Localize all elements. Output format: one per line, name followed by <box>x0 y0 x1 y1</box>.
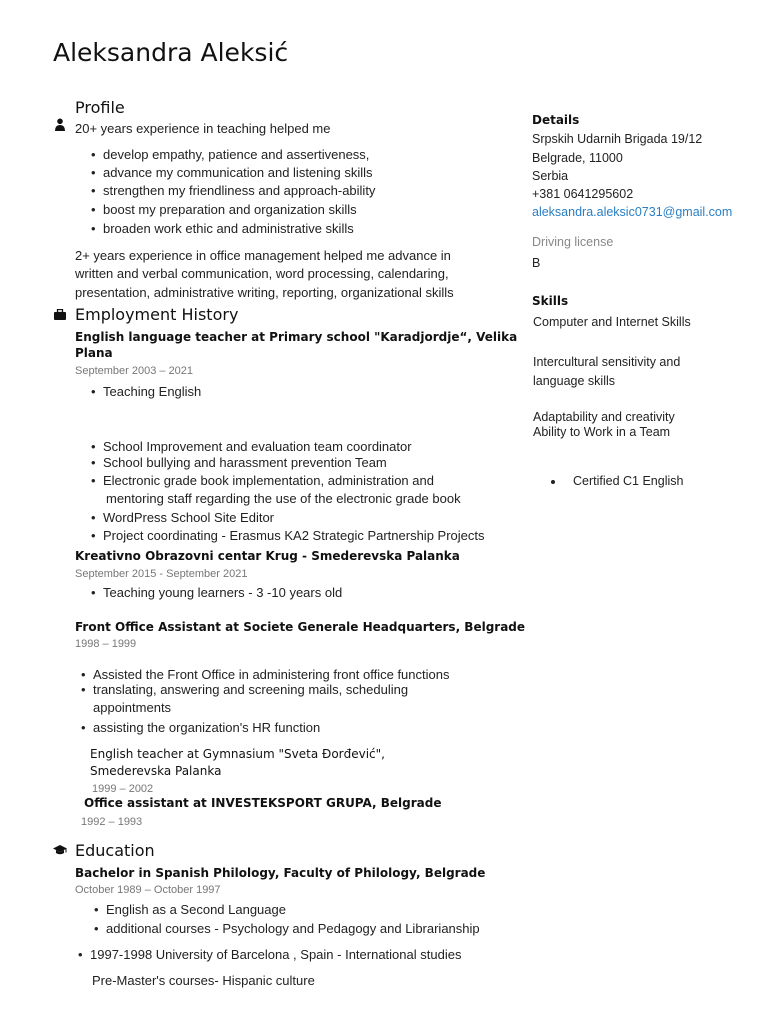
job-bullet: • Teaching young learners - 3 -10 years old <box>103 585 342 600</box>
driving-license-label: Driving license <box>532 235 614 249</box>
education-premaster: Pre-Master's courses- Hispanic culture <box>92 973 315 988</box>
email-link[interactable]: aleksandra.aleksic0731@gmail.com <box>532 205 733 219</box>
skills-heading: Skills <box>532 294 569 308</box>
resume-name: Aleksandra Aleksić <box>53 38 289 67</box>
job-bullet: • Teaching English <box>103 384 201 399</box>
job-title: Kreativno Obrazovni centar Krug - Smederevska Palanka <box>75 549 460 563</box>
driving-license-value: B <box>532 256 541 270</box>
job-bullet-continuation: mentoring staff regarding the use of the electronic grade book <box>106 491 461 506</box>
details-heading: Details <box>532 113 580 127</box>
skill-item: Computer and Internet Skills <box>533 315 691 329</box>
education-date: October 1989 – October 1997 <box>75 884 221 896</box>
job-title: Plana <box>75 346 113 360</box>
profile-bullet: • strengthen my friendliness and approach-ability <box>103 183 375 198</box>
address-line: Srpskih Udarnih Brigada 19/12 <box>532 132 703 146</box>
job-title: Smederevska Palanka <box>90 764 222 778</box>
skill-item: language skills <box>533 374 615 388</box>
job-bullet: • translating, answering and screening mails, scheduling <box>93 682 408 697</box>
briefcase-icon <box>54 309 66 320</box>
job-date: 1998 – 1999 <box>75 638 137 650</box>
certificate-bullet <box>551 480 555 484</box>
degree-title: Bachelor in Spanish Philology, Faculty of Philology, Belgrade <box>75 866 486 880</box>
education-bullet: • English as a Second Language <box>106 902 286 917</box>
person-icon <box>55 118 65 131</box>
education-heading: Education <box>75 841 155 860</box>
job-bullet: • assisting the organization's HR function <box>93 720 320 735</box>
profile-bullet: • develop empathy, patience and assertiveness, <box>103 147 369 162</box>
job-title: English teacher at Gymnasium "Sveta Đorđević", <box>90 747 385 761</box>
profile-intro: 20+ years experience in teaching helped me <box>75 121 331 136</box>
skill-item: Ability to Work in a Team <box>533 425 671 439</box>
skill-item: Intercultural sensitivity and <box>533 355 681 369</box>
certificate-item: Certified C1 English <box>573 474 684 488</box>
profile-bullet: • boost my preparation and organization skills <box>103 202 357 217</box>
education-bullet: • 1997-1998 University of Barcelona , Spain - International studies <box>90 947 461 962</box>
job-bullet: • WordPress School Site Editor <box>103 510 274 525</box>
graduation-cap-icon <box>53 845 67 856</box>
skill-item: Adaptability and creativity <box>533 410 675 424</box>
profile-paragraph-line: presentation, administrative writing, reporting, organizational skills <box>75 285 454 300</box>
country: Serbia <box>532 169 569 183</box>
profile-bullet: • broaden work ethic and administrative skills <box>103 221 354 236</box>
job-date: 1992 – 1993 <box>81 816 143 828</box>
job-bullet: • School bullying and harassment prevention Team <box>103 455 387 470</box>
job-bullet: • Assisted the Front Office in administering front office functions <box>93 667 449 682</box>
job-title: English language teacher at Primary school "Karadjordje“, Velika <box>75 330 518 344</box>
job-bullet: • School Improvement and evaluation team coordinator <box>103 439 412 454</box>
education-bullet: • additional courses - Psychology and Pedagogy and Librarianship <box>106 921 480 936</box>
job-bullet: • Electronic grade book implementation, administration and <box>103 473 434 488</box>
profile-bullet: • advance my communication and listening skills <box>103 165 373 180</box>
job-date: September 2015 - September 2021 <box>75 568 248 580</box>
job-bullet-continuation: appointments <box>93 700 172 715</box>
job-date: September 2003 – 2021 <box>75 365 194 377</box>
phone: +381 0641295602 <box>532 187 634 201</box>
profile-paragraph-line: 2+ years experience in office management helped me advance in <box>75 248 451 263</box>
job-date: 1999 – 2002 <box>92 783 154 795</box>
profile-heading: Profile <box>75 98 125 117</box>
job-title: Office assistant at INVESTEKSPORT GRUPA, Belgrade <box>84 796 442 810</box>
profile-paragraph-line: written and verbal communication, word processing, calendaring, <box>75 266 449 281</box>
job-title: Front Office Assistant at Societe Generale Headquarters, Belgrade <box>75 620 526 634</box>
address-line: Belgrade, 11000 <box>532 151 623 165</box>
job-bullet: • Project coordinating - Erasmus KA2 Strategic Partnership Projects <box>103 528 485 543</box>
employment-heading: Employment History <box>75 305 239 324</box>
